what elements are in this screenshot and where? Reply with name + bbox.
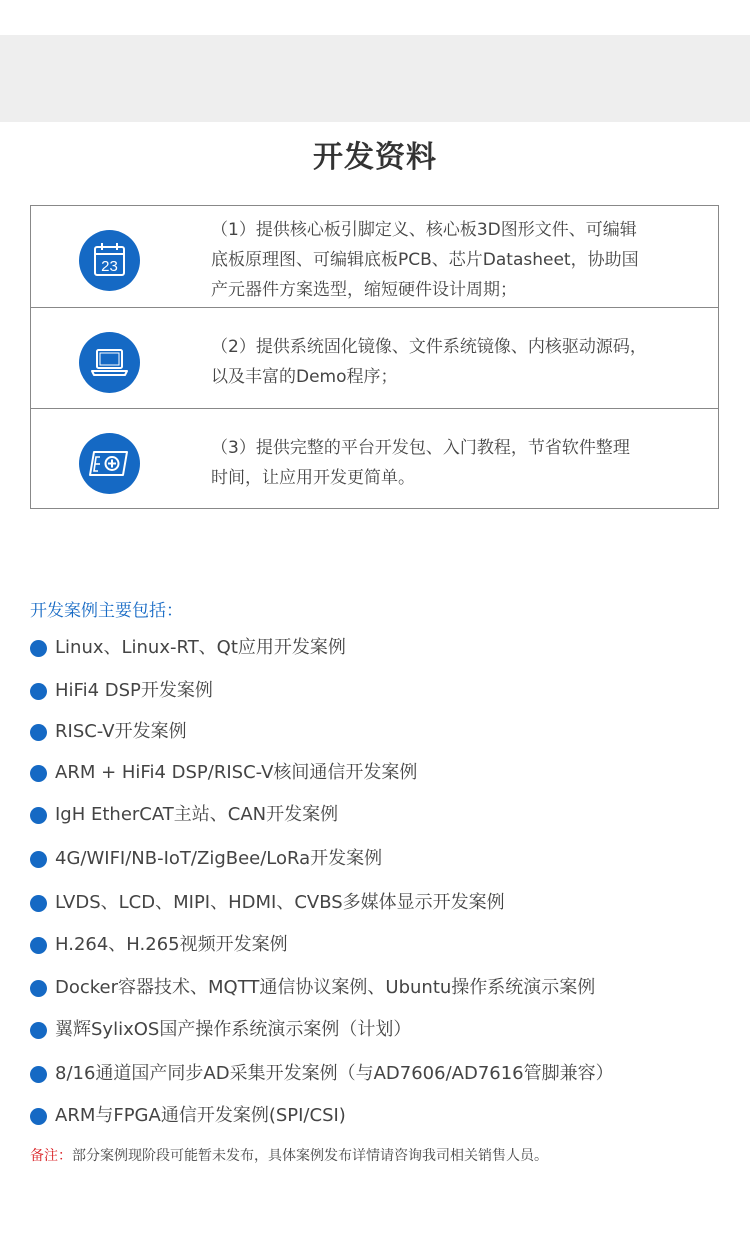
- resource-line: 底板原理图、可编辑底板PCB、芯片Datasheet，协助国: [211, 250, 639, 270]
- case-label: Docker容器技术、MQTT通信协议案例、Ubuntu操作系统演示案例: [55, 977, 596, 998]
- case-label: 4G/WIFI/NB-IoT/ZigBee/LoRa开发案例: [55, 848, 383, 869]
- resource-row-package: [31, 408, 718, 509]
- resource-text: [211, 433, 691, 493]
- resource-text: [211, 332, 691, 392]
- bullet-dot-icon: [30, 1022, 47, 1039]
- bullet-dot-icon: [30, 640, 47, 657]
- case-label: RISC-V开发案例: [55, 721, 187, 742]
- bullet-dot-icon: [30, 937, 47, 954]
- bullet-dot-icon: [30, 724, 47, 741]
- development-kit-icon: [79, 433, 140, 494]
- calendar-icon-glyph: [79, 230, 140, 291]
- resources-table: [30, 205, 719, 509]
- case-label: H.264、H.265视频开发案例: [55, 934, 288, 955]
- resource-line: （1）提供核心板引脚定义、核心板3D图形文件、可编辑: [211, 220, 637, 240]
- bullet-dot-icon: [30, 980, 47, 997]
- case-label: 8/16通道国产同步AD采集开发案例（与AD7606/AD7616管脚兼容）: [55, 1063, 614, 1084]
- bullet-dot-icon: [30, 1108, 47, 1125]
- case-label: ARM + HiFi4 DSP/RISC-V核间通信开发案例: [55, 762, 418, 783]
- laptop-icon: [79, 332, 140, 393]
- resource-row-hardware: [31, 206, 718, 307]
- page-title: 开发资料: [313, 140, 437, 175]
- resource-line: （3）提供完整的平台开发包、入门教程，节省软件整理: [211, 438, 630, 458]
- bullet-dot-icon: [30, 1066, 47, 1083]
- case-label: ARM与FPGA通信开发案例(SPI/CSI): [55, 1105, 346, 1126]
- footnote-prefix: 备注：: [30, 1148, 72, 1164]
- bullet-dot-icon: [30, 765, 47, 782]
- footnote-text: 部分案例现阶段可能暂未发布，具体案例发布详情请咨询我司相关销售人员。: [72, 1148, 548, 1164]
- resource-line: 以及丰富的Demo程序；: [211, 367, 398, 387]
- resource-line: 产元器件方案选型，缩短硬件设计周期；: [211, 280, 517, 300]
- case-label: Linux、Linux-RT、Qt应用开发案例: [55, 637, 346, 658]
- resource-text: [211, 215, 691, 305]
- resource-line: 时间，让应用开发更简单。: [211, 468, 415, 488]
- cases-heading: 开发案例主要包括：: [30, 601, 183, 621]
- bullet-dot-icon: [30, 683, 47, 700]
- calendar-number: 23: [101, 258, 118, 275]
- laptop-icon-glyph: [79, 332, 140, 393]
- case-label: LVDS、LCD、MIPI、HDMI、CVBS多媒体显示开发案例: [55, 892, 505, 913]
- case-label: IgH EtherCAT主站、CAN开发案例: [55, 804, 339, 825]
- case-label: 翼辉SylixOS国产操作系统演示案例（计划）: [55, 1019, 412, 1040]
- development-kit-icon-glyph: [79, 433, 140, 494]
- resource-row-software: [31, 307, 718, 408]
- resource-line: （2）提供系统固化镜像、文件系统镜像、内核驱动源码，: [211, 337, 647, 357]
- calendar-icon: [79, 230, 140, 291]
- bullet-dot-icon: [30, 851, 47, 868]
- bullet-dot-icon: [30, 807, 47, 824]
- top-banner-band: [0, 35, 750, 122]
- footnote: [30, 1145, 548, 1167]
- case-label: HiFi4 DSP开发案例: [55, 680, 213, 701]
- bullet-dot-icon: [30, 895, 47, 912]
